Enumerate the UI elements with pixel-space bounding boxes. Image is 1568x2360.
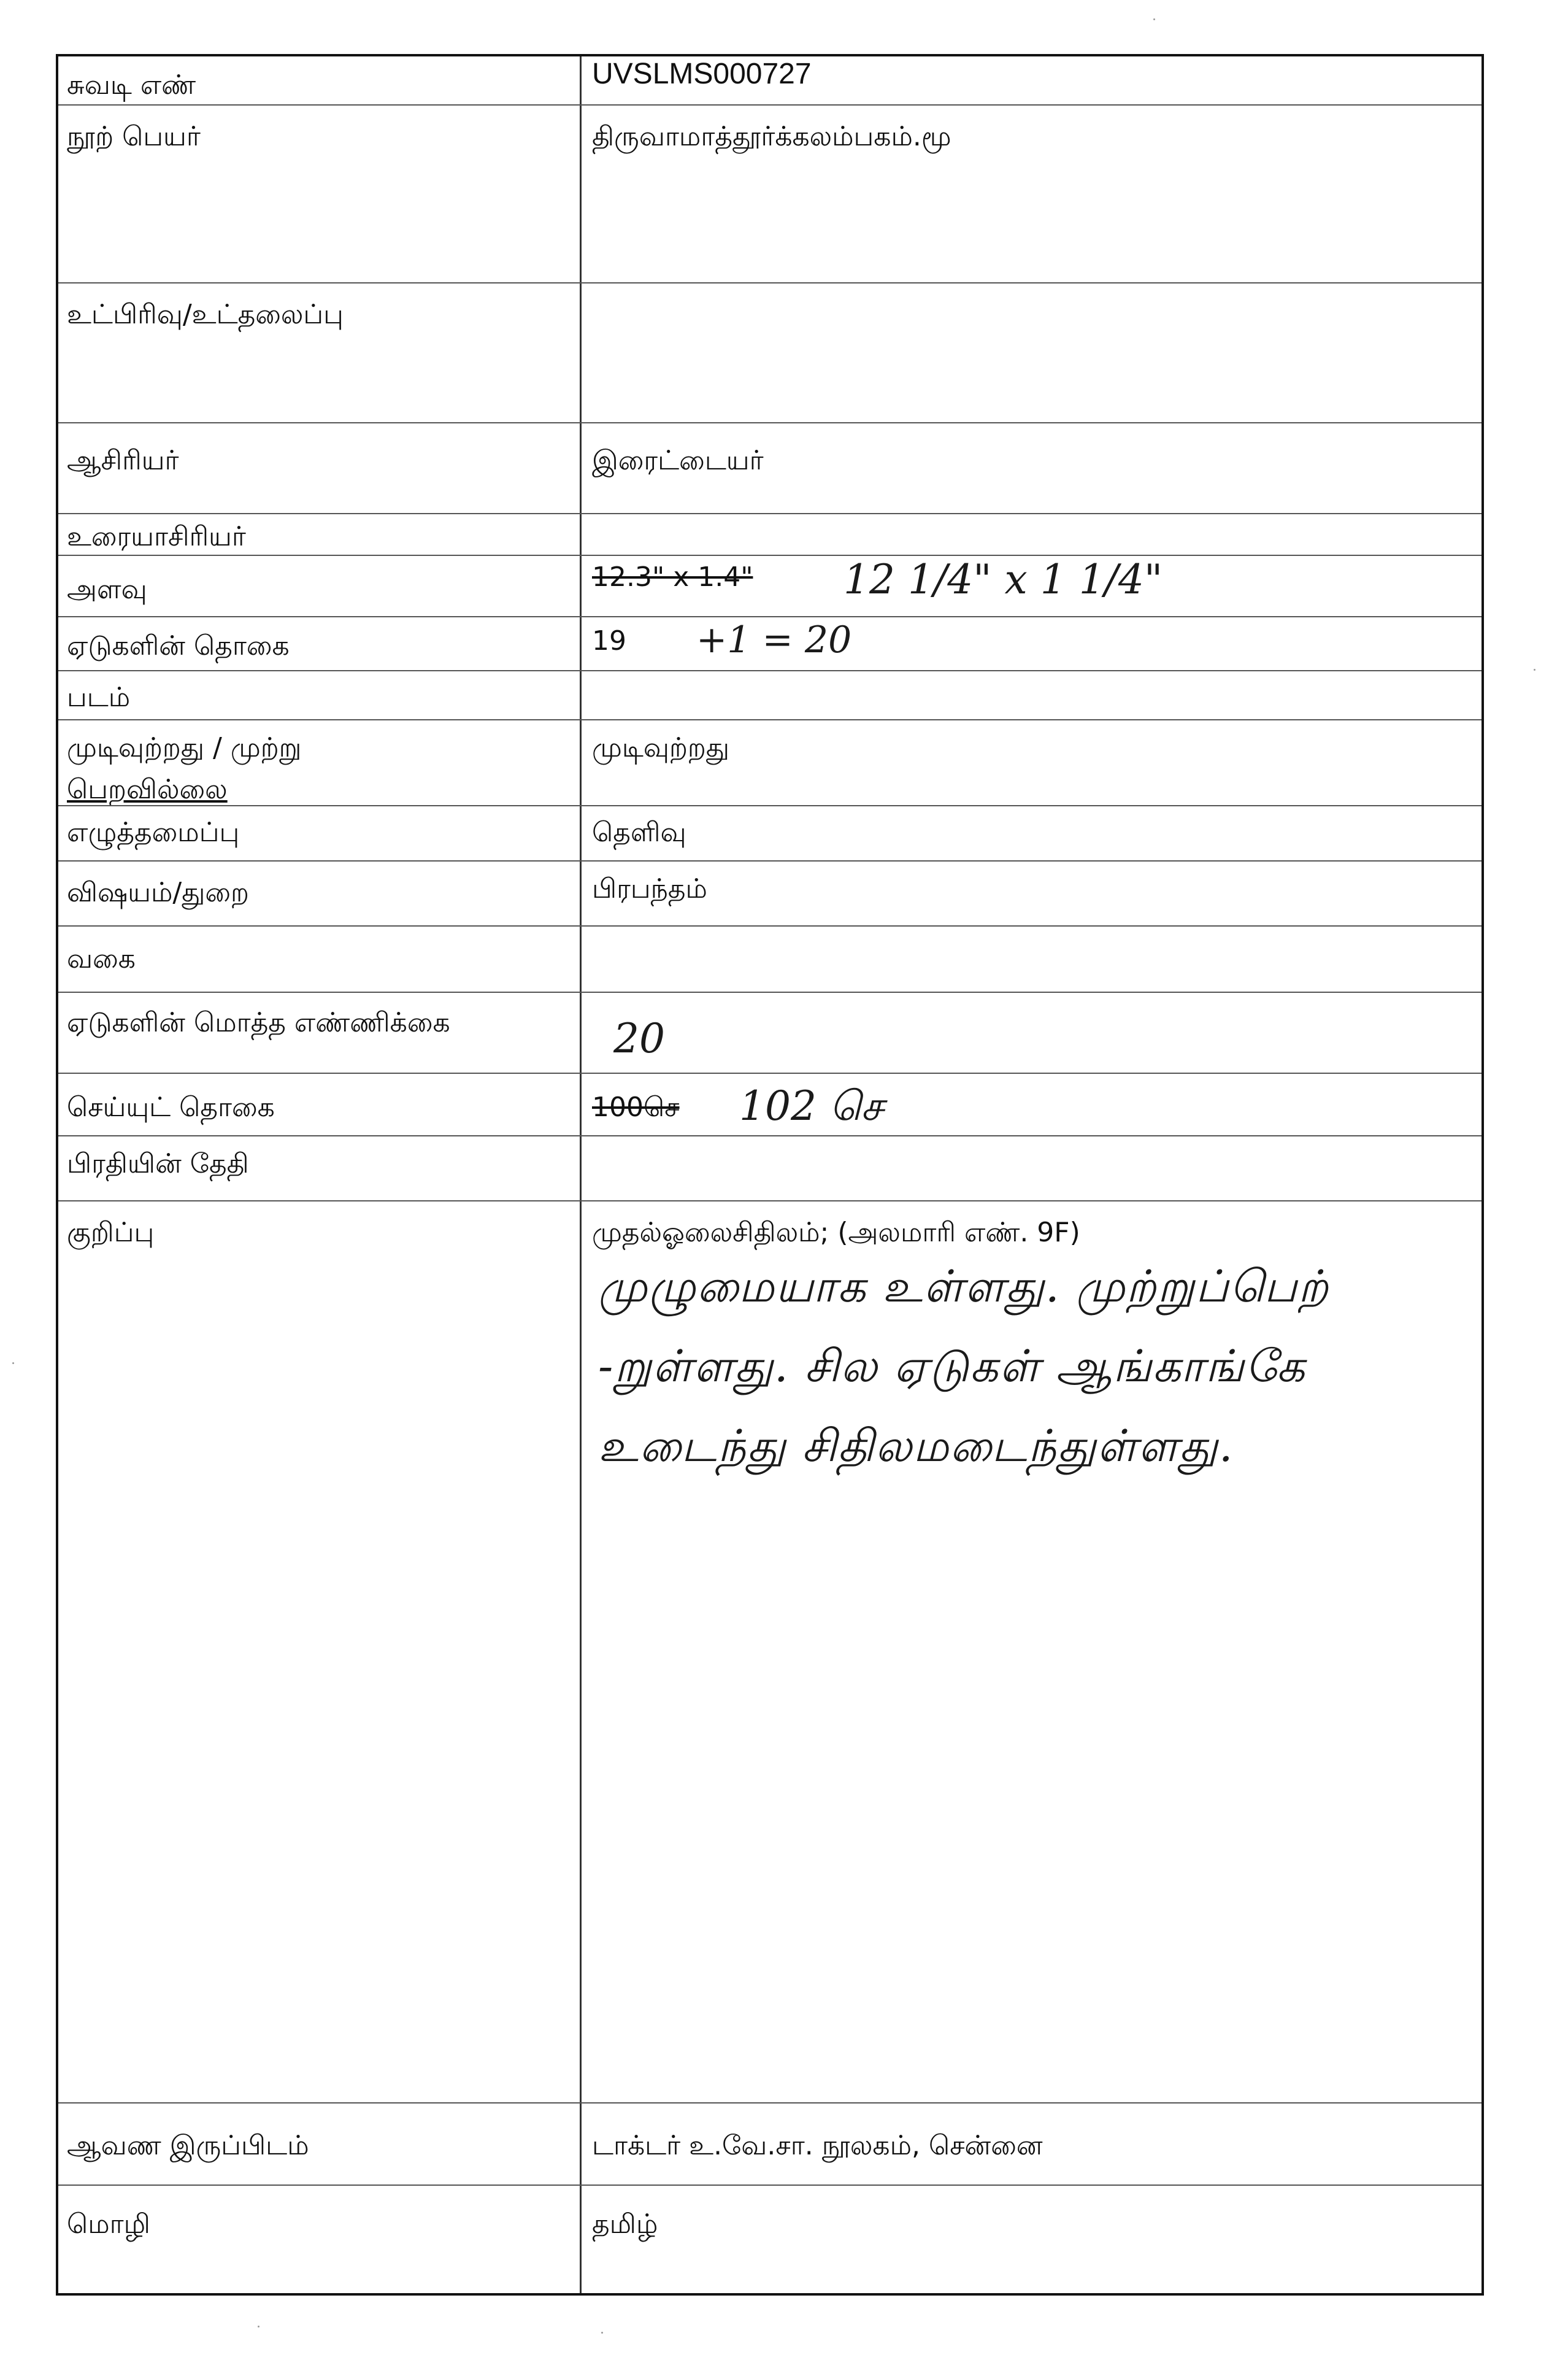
completion-label-line1: முடிவுற்றது / முற்று — [67, 732, 302, 763]
scan-speck — [258, 2326, 259, 2327]
row-script — [58, 806, 1482, 862]
row-title — [58, 106, 1482, 283]
row-author — [58, 423, 1482, 514]
manuscript-number-label: சுவடி எண் — [67, 69, 196, 101]
notes-value: முதல்ஓலைசிதிலம்; (அலமாரி எண். 9F) — [592, 1217, 1080, 1248]
row-notes — [58, 1201, 1482, 2104]
verse-count-value-struck: 100செ — [592, 1092, 680, 1123]
notes-label: குறிப்பு — [67, 1217, 155, 1248]
repository-label: ஆவண இருப்பிடம் — [67, 2130, 309, 2161]
manuscript-record-form — [56, 54, 1484, 2296]
manuscript-number-value: UVSLMS000727 — [592, 58, 812, 90]
repository-value: டாக்டர் உ.வே.சா. நூலகம், சென்னை — [592, 2130, 1043, 2161]
row-commentator — [58, 514, 1482, 556]
scan-speck — [1153, 18, 1155, 20]
language-value: தமிழ் — [592, 2208, 658, 2240]
scan-speck — [1534, 669, 1535, 671]
row-completion — [58, 720, 1482, 806]
row-verse-count — [58, 1074, 1482, 1136]
row-picture — [58, 671, 1482, 720]
size-handwritten: 12 1/4" x 1 1/4" — [844, 556, 1163, 603]
notes-handwritten-line-2: -றுள்ளது. சில ஏடுகள் ஆங்காங்கே — [598, 1340, 1306, 1392]
scan-speck — [12, 1362, 14, 1364]
subject-label: விஷயம்/துறை — [67, 877, 249, 908]
verse-count-handwritten: 102 செ — [739, 1082, 883, 1130]
row-repository — [58, 2104, 1482, 2186]
row-language — [58, 2186, 1482, 2293]
row-copy-date — [58, 1136, 1482, 1201]
total-leaves-label: ஏடுகளின் மொத்த எண்ணிக்கை — [67, 1007, 450, 1038]
total-leaves-handwritten: 20 — [613, 1015, 665, 1062]
title-value: திருவாமாத்தூர்க்கலம்பகம்.மூ — [592, 121, 951, 152]
row-subdivision — [58, 283, 1482, 423]
commentator-label: உரையாசிரியர் — [67, 521, 246, 552]
row-subject — [58, 862, 1482, 927]
picture-label: படம் — [67, 682, 131, 713]
script-label: எழுத்தமைப்பு — [67, 817, 240, 848]
language-label: மொழி — [67, 2208, 150, 2240]
author-value: இரைட்டையர் — [592, 445, 764, 476]
leaf-count-value: 19 — [592, 625, 626, 657]
row-total-leaves — [58, 993, 1482, 1074]
completion-label-line2: பெறவில்லை — [67, 774, 228, 805]
subject-value: பிரபந்தம் — [592, 873, 707, 904]
scan-speck — [601, 2332, 603, 2334]
row-size — [58, 556, 1482, 617]
row-leaf-count — [58, 617, 1482, 671]
title-label: நூற் பெயர் — [67, 121, 201, 152]
script-value: தெளிவு — [592, 817, 686, 848]
row-type — [58, 927, 1482, 993]
verse-count-label: செய்யுட் தொகை — [67, 1092, 275, 1123]
row-manuscript-number — [58, 56, 1482, 106]
leaf-count-handwritten: +1 = 20 — [696, 619, 852, 661]
notes-handwritten-line-3: உடைந்து சிதிலமடைந்துள்ளது. — [598, 1420, 1234, 1471]
completion-value: முடிவுற்றது — [592, 732, 730, 763]
author-label: ஆசிரியர் — [67, 445, 179, 476]
notes-handwritten-line-1: முழுமையாக உள்ளது. முற்றுப்பெற் — [598, 1260, 1330, 1312]
copy-date-label: பிரதியின் தேதி — [67, 1148, 249, 1179]
size-label: அளவு — [67, 574, 147, 605]
leaf-count-label: ஏடுகளின் தொகை — [67, 630, 290, 661]
size-value-struck: 12.3" x 1.4" — [592, 561, 753, 593]
subdivision-label: உட்பிரிவு/உட்தலைப்பு — [67, 299, 344, 330]
type-label: வகை — [67, 943, 136, 974]
